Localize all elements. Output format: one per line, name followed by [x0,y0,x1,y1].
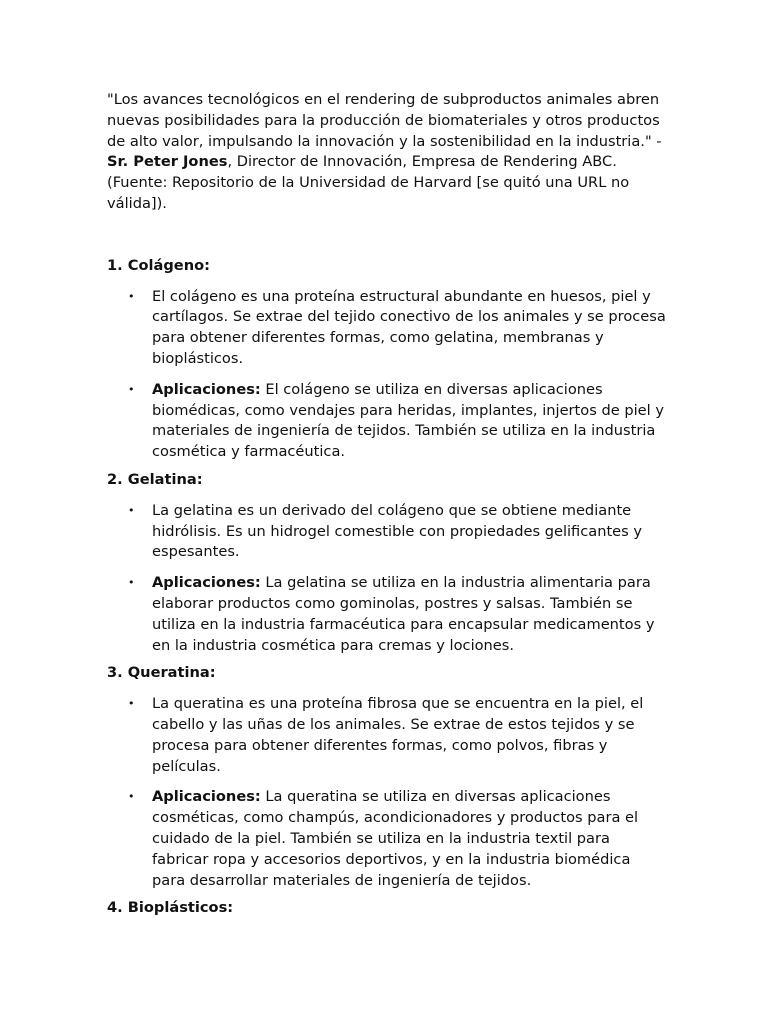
bullet-icon: • [128,697,135,711]
bullet-icon: • [128,503,135,517]
applications-text: La queratina se utiliza en diversas aplicaciones cosméticas, como champús, acondicionadores y productos para el cuidado de la piel. También se utiliza en la industria textil para fabricar ropa y accesorios deportivos, y en la industria biomédica para desarrollar materiales de ingeniería de tejidos. [152,788,639,889]
list-item [107,573,667,656]
item-description: La queratina es una proteína fibrosa que se encuentra en la piel, el cabello y las uñas de los animales. Se extrae de estos tejidos y se procesa para obtener diferentes formas, como polvos, fibras y películas. [152,695,644,775]
quote-text: "Los avances tecnológicos en el rendering de subproductos animales abren nuevas posibilidades para la producción de biomateriales y otros productos de alto valor, impulsando la innovación y la sostenibilidad en la industria." - [107,91,662,150]
applications-text: La gelatina se utiliza en la industria alimentaria para elaborar productos como gominolas, postres y salsas. También se utiliza en la industria farmacéutica para encapsular medicamentos y en la industria cosmética para cremas y lociones. [152,574,655,654]
section-heading-bioplasticos: 4. Bioplásticos: [107,899,234,917]
list-item [107,694,667,777]
list-item [107,287,667,370]
section-list-gelatina [107,501,667,657]
item-description: La gelatina es un derivado del colágeno que se obtiene mediante hidrólisis. Es un hidrogel comestible con propiedades gelificantes y espesantes. [152,501,643,561]
document-page [107,90,667,919]
intro-quote [107,90,667,215]
list-item [107,380,667,463]
applications-label: Aplicaciones: [152,380,261,398]
section-list-queratina [107,694,667,891]
bullet-icon: • [128,790,135,804]
applications-label: Aplicaciones: [152,574,261,592]
applications-label: Aplicaciones: [152,788,261,806]
quote-author: Sr. Peter Jones [107,153,228,171]
section-heading-colageno: 1. Colágeno: [107,256,210,274]
section-heading-queratina: 3. Queratina: [107,664,216,682]
quote-attribution: , Director de Innovación, Empresa de Rendering ABC. (Fuente: Repositorio de la Universidad de Harvard [se quitó una URL no válida]). [107,153,630,212]
section-list-colageno [107,287,667,463]
bullet-icon: • [128,289,135,303]
section-heading-gelatina: 2. Gelatina: [107,470,203,488]
bullet-icon: • [128,382,135,396]
bullet-icon: • [128,576,135,590]
list-item [107,787,667,891]
applications-text: El colágeno se utiliza en diversas aplicaciones biomédicas, como vendajes para heridas, implantes, injertos de piel y materiales de ingeniería de tejidos. También se utiliza en la industria cosmética y farmacéutica. [152,380,664,461]
item-description: El colágeno es una proteína estructural abundante en huesos, piel y cartílagos. Se extrae del tejido conectivo de los animales y se procesa para obtener diferentes formas, como gelatina, membranas y bioplásticos. [152,287,666,367]
list-item [107,501,667,563]
